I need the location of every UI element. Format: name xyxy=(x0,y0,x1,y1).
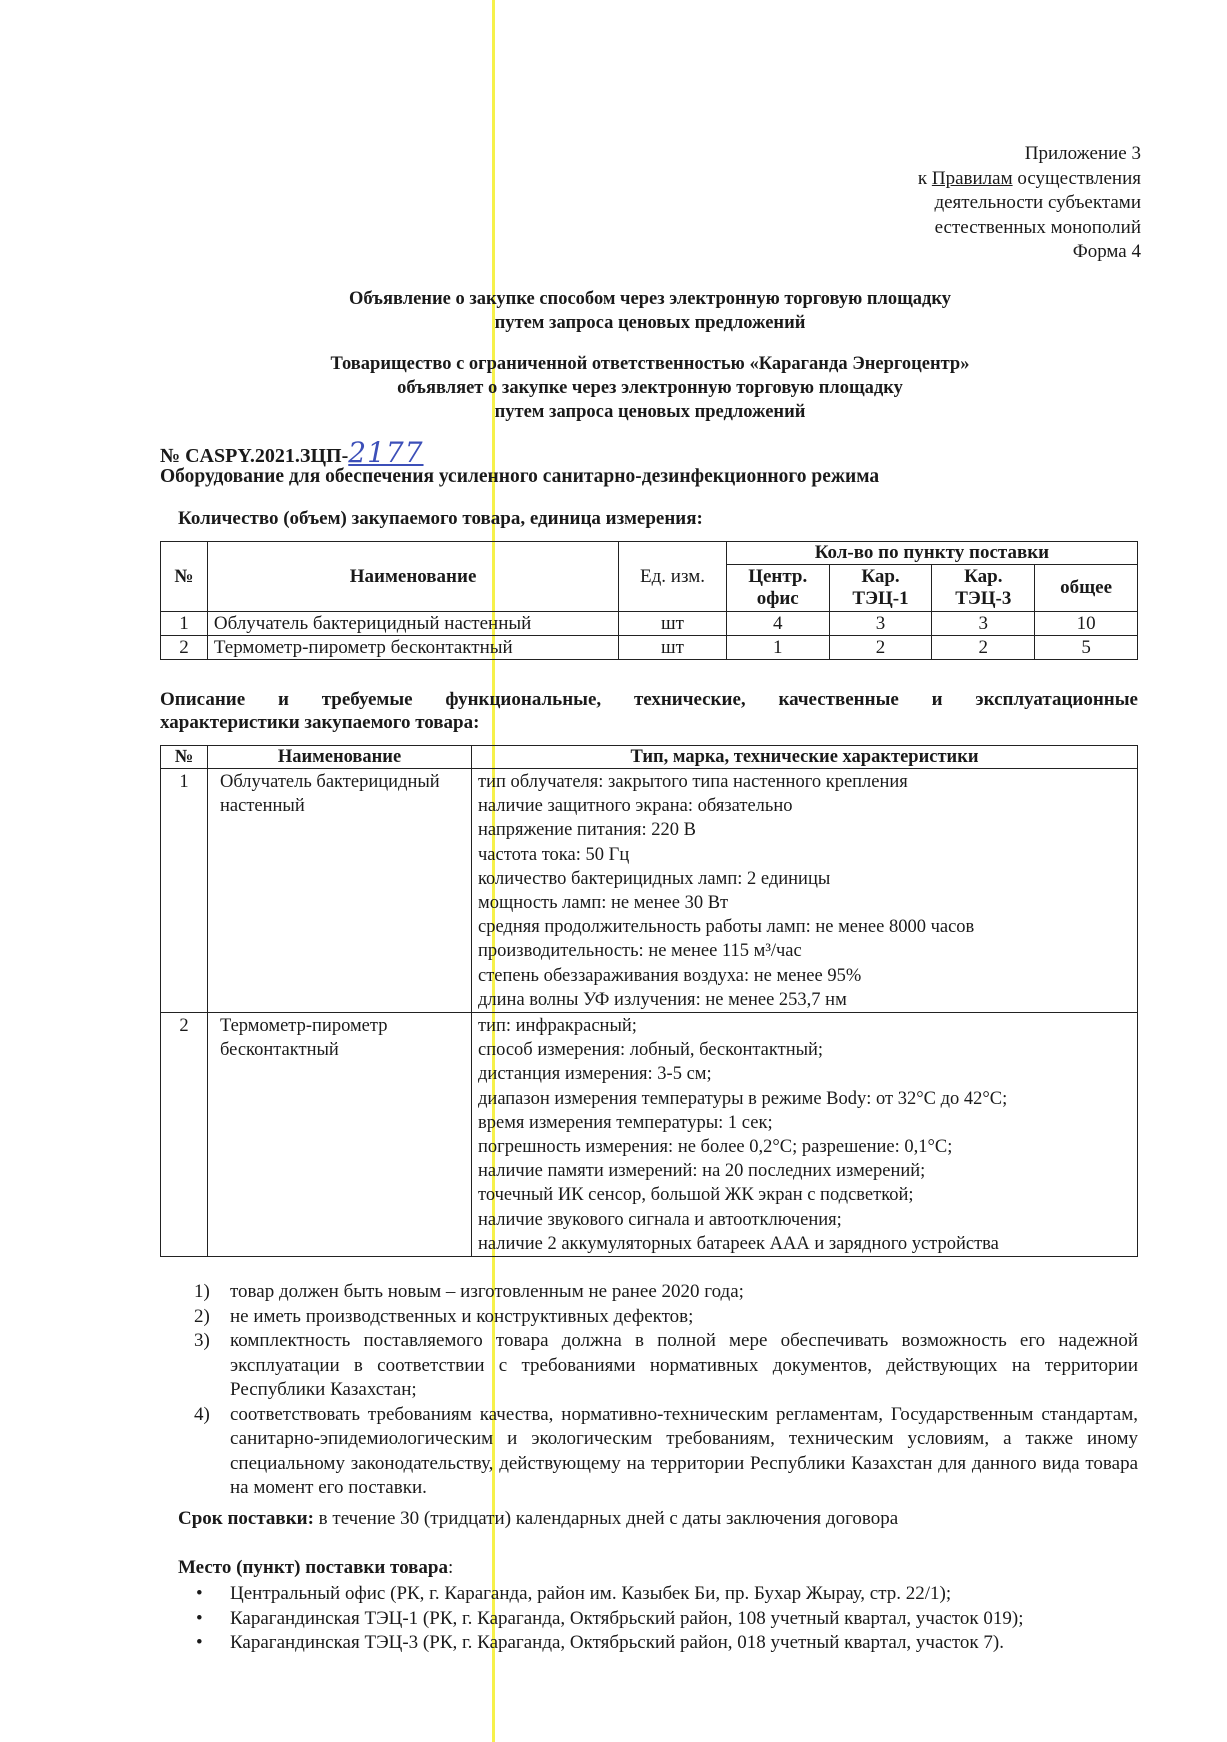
item-specs: тип облучателя: закрытого типа настенного крепления наличие защитного экрана: обязательно напряжение питания: 220 В частота тока: 50 Гц количество бактерицидных ламп: 2 единицы мощность ламп: не менее 30 Вт средняя продолжительность работы ламп: не менее 8000 часов производительность: не менее 115 м³/час степень обеззараживания воздуха: не менее 95% длина волны УФ излучения: не менее 253,7 нм xyxy=(472,769,1138,1013)
list-item: 2) не иметь производственных и конструктивных дефектов; xyxy=(194,1305,694,1327)
appendix-line: к Правилам осуществления xyxy=(917,167,1141,189)
appendix-line: естественных монополий xyxy=(934,216,1141,238)
list-item: • Карагандинская ТЭЦ-3 (РК, г. Караганда, Октябрьский район, 018 учетный квартал, участок 7). xyxy=(196,1631,1023,1656)
col-header-num: № xyxy=(161,542,208,612)
col-header-unit: Ед. изм. xyxy=(619,542,727,612)
appendix-line: Приложение 3 xyxy=(1024,143,1141,164)
table-row: 2 Термометр-пирометр бесконтактный тип: инфракрасный; способ измерения: лобный, бесконтактный; дистанция измерения: 3-5 см; диапазон измерения температуры в режиме Body: от 32°C до 42°C; время измерения температуры: 1 сек; погрешность измерения: не более 0,2°C; разрешение: 0,1°C; наличие памяти измерений: на 20 последних измерений; точечный ИК сенсор, большой ЖК экран с подсветкой; наличие звукового сигнала и автоотключения; наличие 2 аккумуляторных батареек ААА и зарядного устройства xyxy=(161,1013,1138,1257)
col-header-central-office: Центр. офис xyxy=(726,565,829,612)
list-item: 3) комплектность поставляемого товара должна в полной мере обеспечивать возможность его надежной эксплуатации в соответствии с требованиями нормативных документов, действующих на территории Республики Казахстан; xyxy=(194,1330,1138,1400)
specs-table xyxy=(160,745,1138,1257)
item-name: Термометр-пирометр бесконтактный xyxy=(208,1013,472,1257)
col-header-name: Наименование xyxy=(207,542,618,612)
appendix-line: деятельности субъектами xyxy=(934,192,1141,213)
item-name: Облучатель бактерицидный настенный xyxy=(208,769,472,1013)
company-announcement: Товарищество с ограниченной ответственностью «Караганда Энергоцентр» объявляет о закупке через электронную торговую площадку путем запроса ценовых предложений xyxy=(330,354,970,422)
quantity-section-title: Количество (объем) закупаемого товара, единица измерения: xyxy=(178,508,703,529)
col-header-name: Наименование xyxy=(208,746,472,769)
list-item: • Центральный офис (РК, г. Караганда, район им. Казыбек Би, пр. Бухар Жырау, стр. 22/1); xyxy=(196,1582,1023,1607)
col-header-delivery-group: Кол-во по пункту поставки xyxy=(726,542,1137,565)
delivery-place-title: Место (пункт) поставки товара: xyxy=(178,1557,454,1578)
delivery-term: Срок поставки: в течение 30 (тридцати) календарных дней с даты заключения договора xyxy=(178,1508,899,1529)
col-header-specs: Тип, марка, технические характеристики xyxy=(472,746,1138,769)
col-header-num: № xyxy=(161,746,208,769)
table-row: 1 Облучатель бактерицидный настенный тип облучателя: закрытого типа настенного крепления наличие защитного экрана: обязательно напряжение питания: 220 В частота тока: 50 Гц количество бактерицидных ламп: 2 единицы мощность ламп: не менее 30 Вт средняя продолжительность работы ламп: не менее 8000 часов производительность: не менее 115 м³/час степень обеззараживания воздуха: не менее 95% длина волны УФ излучения: не менее 253,7 нм xyxy=(161,769,1138,1013)
col-header-tec1: Кар. ТЭЦ-1 xyxy=(829,565,932,612)
quantity-table xyxy=(160,541,1138,660)
lot-number: № CASPY.2021.ЗЦП-2177 xyxy=(160,436,424,469)
requirements-list xyxy=(182,1280,1138,1501)
list-item: 4) соответствовать требованиям качества, нормативно-техническим регламентам, Государственным стандартам, санитарно-эпидемиологическим и экологическим требованиям, техническим условиям, а также иному специальному законодательству, действующему на территории Республики Казахстан для данного вида товара на момент его поставки. xyxy=(194,1403,1138,1498)
delivery-places-list xyxy=(196,1582,1023,1656)
table-row: 2 Термометр-пирометр бесконтактный шт 1 2 2 5 xyxy=(161,636,1138,660)
handwritten-number: 2177 xyxy=(348,436,424,469)
list-item: 1) товар должен быть новым – изготовленным не ранее 2020 года; xyxy=(194,1281,744,1302)
form-number: Форма 4 xyxy=(1072,241,1141,262)
col-header-tec3: Кар. ТЭЦ-3 xyxy=(932,565,1035,612)
description-title-cont: характеристики закупаемого товара: xyxy=(160,712,480,733)
list-item: • Карагандинская ТЭЦ-1 (РК, г. Караганда, Октябрьский район, 108 учетный квартал, участок 019); xyxy=(196,1607,1023,1632)
item-specs: тип: инфракрасный; способ измерения: лобный, бесконтактный; дистанция измерения: 3-5 см; диапазон измерения температуры в режиме Body: от 32°C до 42°C; время измерения температуры: 1 сек; погрешность измерения: не более 0,2°C; разрешение: 0,1°C; наличие памяти измерений: на 20 последних измерений; точечный ИК сенсор, большой ЖК экран с подсветкой; наличие звукового сигнала и автоотключения; наличие 2 аккумуляторных батареек ААА и зарядного устройства xyxy=(472,1013,1138,1257)
appendix-block xyxy=(918,142,1141,265)
rules-link[interactable]: Правилам xyxy=(931,167,1013,189)
announcement-title: Объявление о закупке способом через электронную торговую площадку путем запроса ценовых предложений xyxy=(348,289,952,333)
description-title: Описание и требуемые функциональные, технические, качественные и эксплуатационные xyxy=(160,689,1138,710)
col-header-total: общее xyxy=(1035,565,1138,612)
table-row: 1 Облучатель бактерицидный настенный шт 4 3 3 10 xyxy=(161,612,1138,636)
procurement-subject: Оборудование для обеспечения усиленного санитарно-дезинфекционного режима xyxy=(160,466,880,487)
